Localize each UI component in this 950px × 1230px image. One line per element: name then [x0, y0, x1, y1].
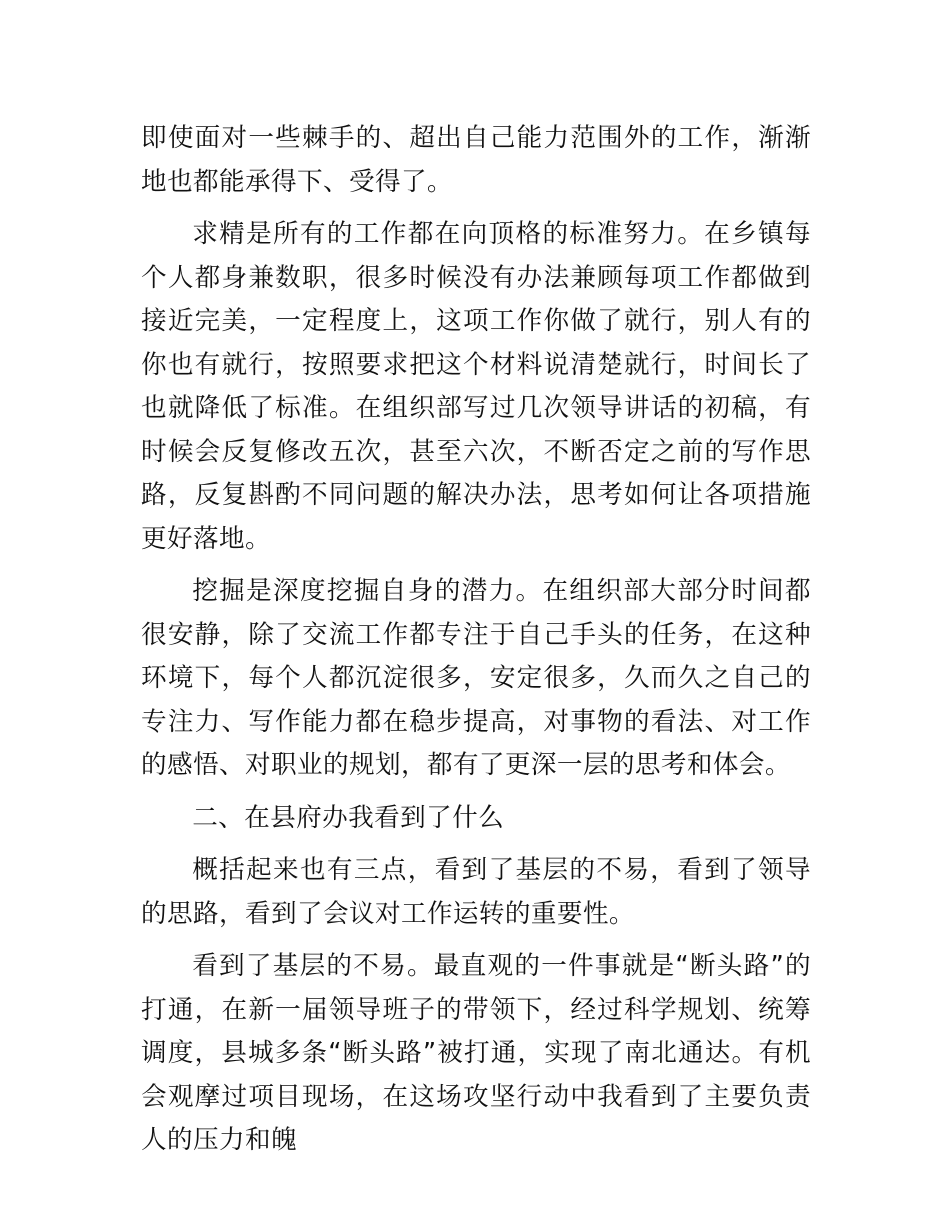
paragraph-self-potential: 挖掘是深度挖掘自身的潜力。在组织部大部分时间都很安静，除了交流工作都专注于自己手头的任务，在这种环境下，每个人都沉淀很多，安定很多，久而久之自己的专注力、写作能力都在稳步提高，对事物的看法、对工作的感悟、对职业的规划，都有了更深一层的思考和体会。 [141, 576, 811, 780]
document-body [141, 117, 811, 1172]
paragraph-striving-for-excellence: 求精是所有的工作都在向顶格的标准努力。在乡镇每个人都身兼数职，很多时候没有办法兼顾每项工作都做到接近完美，一定程度上，这项工作你做了就行，别人有的你也有就行，按照要求把这个材料说清楚就行，时间长了也就降低了标准。在组织部写过几次领导讲话的初稿，有时候会反复修改五次，甚至六次，不断否定之前的写作思路，反复斟酌不同问题的解决办法，思考如何让各项措施更好落地。 [141, 219, 811, 554]
paragraph-continuation: 即使面对一些棘手的、超出自己能力范围外的工作，渐渐地也都能承得下、受得了。 [141, 123, 811, 197]
section-heading: 二、在县府办我看到了什么 [192, 802, 505, 833]
paragraph-grassroots: 看到了基层的不易。最直观的一件事就是“断头路”的打通，在新一届领导班子的带领下，经过科学规划、统筹调度，县城多条“断头路”被打通，实现了南北通达。有机会观摩过项目现场，在这场攻坚行动中我看到了主要负责人的压力和魄 [141, 951, 811, 1155]
paragraph-summary: 概括起来也有三点，看到了基层的不易，看到了领导的思路，看到了会议对工作运转的重要性。 [141, 855, 811, 929]
